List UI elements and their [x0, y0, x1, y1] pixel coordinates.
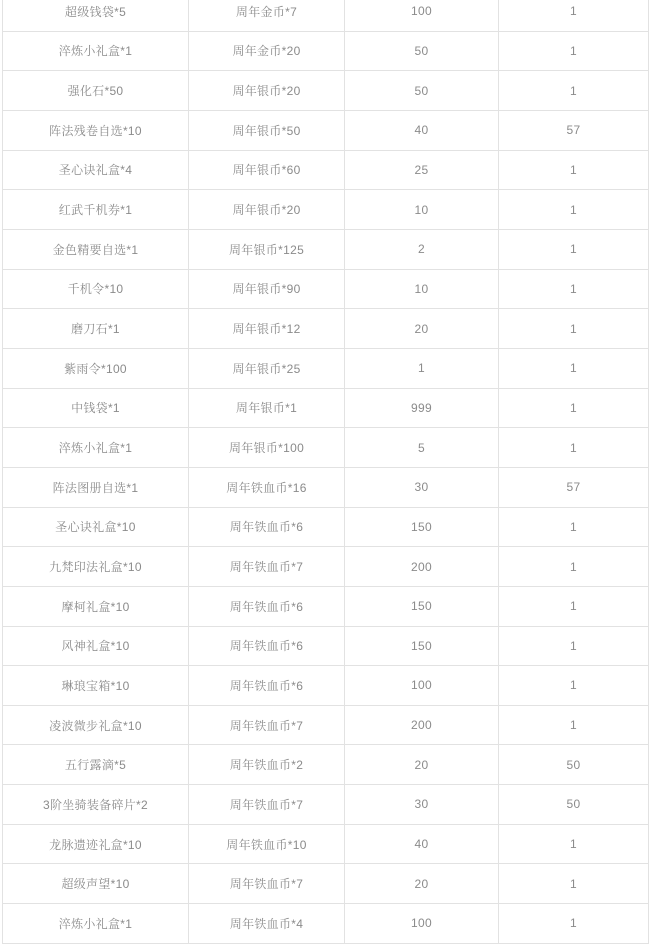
table-row [3, 71, 648, 111]
cost-currency-cell: 周年银币*20 [189, 190, 345, 229]
limit-cell: 1 [570, 281, 577, 296]
cost-currency-cell: 周年银币*125 [189, 230, 345, 269]
item-name-cell: 中钱袋*1 [3, 389, 189, 428]
table-row [3, 627, 648, 667]
cost-currency-cell: 周年金币*20 [189, 32, 345, 71]
quantity-cell: 20 [345, 745, 499, 784]
quantity-cell: 50 [345, 71, 499, 110]
limit-cell: 1 [570, 4, 577, 19]
item-name-cell: 金色精要自选*1 [3, 230, 189, 269]
cost-currency-cell: 周年铁血币*4 [189, 904, 345, 943]
item-name-cell: 强化石*50 [3, 71, 189, 110]
limit-cell: 57 [566, 123, 581, 138]
table-row [3, 309, 648, 349]
limit-cell: 1 [570, 361, 577, 376]
table-row [3, 547, 648, 587]
cost-currency-cell: 周年铁血币*6 [189, 587, 345, 626]
limit-cell: 1 [570, 559, 577, 574]
table-row [3, 32, 648, 72]
cost-currency-cell: 周年铁血币*7 [189, 706, 345, 745]
quantity-cell: 20 [345, 864, 499, 903]
limit-cell: 1 [570, 718, 577, 733]
item-name-cell: 红武千机券*1 [3, 190, 189, 229]
item-name-cell: 圣心诀礼盒*10 [3, 508, 189, 547]
item-name-cell: 风神礼盒*10 [3, 627, 189, 666]
quantity-cell: 150 [345, 508, 499, 547]
quantity-cell: 1 [345, 349, 499, 388]
limit-cell: 1 [570, 638, 577, 653]
limit-cell: 1 [570, 837, 577, 852]
quantity-cell: 30 [345, 468, 499, 507]
table-row [3, 468, 648, 508]
limit-cell: 1 [570, 440, 577, 455]
limit-cell: 1 [570, 242, 577, 257]
quantity-cell: 100 [345, 666, 499, 705]
cost-currency-cell: 周年铁血币*6 [189, 508, 345, 547]
quantity-cell: 999 [345, 389, 499, 428]
limit-cell: 1 [570, 916, 577, 931]
limit-cell: 1 [570, 162, 577, 177]
cost-currency-cell: 周年银币*100 [189, 428, 345, 467]
item-name-cell: 阵法图册自选*1 [3, 468, 189, 507]
limit-cell: 1 [570, 83, 577, 98]
table-row [3, 190, 648, 230]
table-row [3, 230, 648, 270]
limit-cell: 1 [570, 519, 577, 534]
quantity-cell: 50 [345, 32, 499, 71]
item-name-cell: 龙脉遗迹礼盒*10 [3, 825, 189, 864]
item-name-cell: 紫雨令*100 [3, 349, 189, 388]
cost-currency-cell: 周年铁血币*7 [189, 864, 345, 903]
limit-cell: 50 [566, 757, 581, 772]
table-row [3, 666, 648, 706]
table-row [3, 349, 648, 389]
item-name-cell: 超级钱袋*5 [3, 0, 189, 31]
quantity-cell: 25 [345, 151, 499, 190]
quantity-cell: 40 [345, 825, 499, 864]
table-row [3, 864, 648, 904]
cost-currency-cell: 周年铁血币*7 [189, 785, 345, 824]
item-name-cell: 琳琅宝箱*10 [3, 666, 189, 705]
quantity-cell: 30 [345, 785, 499, 824]
limit-cell: 1 [570, 202, 577, 217]
item-name-cell: 阵法残卷自选*10 [3, 111, 189, 150]
item-name-cell: 凌波微步礼盒*10 [3, 706, 189, 745]
limit-cell: 1 [570, 876, 577, 891]
exchange-rewards-table [2, 0, 649, 944]
limit-cell: 1 [570, 400, 577, 415]
item-name-cell: 淬炼小礼盒*1 [3, 904, 189, 943]
cost-currency-cell: 周年金币*7 [189, 0, 345, 31]
cost-currency-cell: 周年铁血币*10 [189, 825, 345, 864]
item-name-cell: 磨刀石*1 [3, 309, 189, 348]
quantity-cell: 5 [345, 428, 499, 467]
table-row [3, 389, 648, 429]
cost-currency-cell: 周年银币*1 [189, 389, 345, 428]
cost-currency-cell: 周年银币*60 [189, 151, 345, 190]
cost-currency-cell: 周年银币*90 [189, 270, 345, 309]
table-row [3, 111, 648, 151]
table-row [3, 151, 648, 191]
cost-currency-cell: 周年铁血币*16 [189, 468, 345, 507]
limit-cell: 50 [566, 797, 581, 812]
item-name-cell: 淬炼小礼盒*1 [3, 428, 189, 467]
table-row [3, 706, 648, 746]
limit-cell: 1 [570, 678, 577, 693]
item-name-cell: 千机令*10 [3, 270, 189, 309]
quantity-cell: 200 [345, 706, 499, 745]
cost-currency-cell: 周年铁血币*7 [189, 547, 345, 586]
item-name-cell: 淬炼小礼盒*1 [3, 32, 189, 71]
cost-currency-cell: 周年银币*25 [189, 349, 345, 388]
table-row [3, 745, 648, 785]
quantity-cell: 20 [345, 309, 499, 348]
table-row [3, 428, 648, 468]
limit-cell: 1 [570, 321, 577, 336]
cost-currency-cell: 周年银币*50 [189, 111, 345, 150]
cost-currency-cell: 周年铁血币*6 [189, 666, 345, 705]
item-name-cell: 圣心诀礼盒*4 [3, 151, 189, 190]
cost-currency-cell: 周年银币*20 [189, 71, 345, 110]
quantity-cell: 100 [345, 904, 499, 943]
cost-currency-cell: 周年铁血币*2 [189, 745, 345, 784]
table-row [3, 904, 648, 944]
quantity-cell: 10 [345, 270, 499, 309]
limit-cell: 1 [570, 43, 577, 58]
quantity-cell: 200 [345, 547, 499, 586]
quantity-cell: 150 [345, 627, 499, 666]
item-name-cell: 超级声望*10 [3, 864, 189, 903]
table-row [3, 587, 648, 627]
item-name-cell: 九梵印法礼盒*10 [3, 547, 189, 586]
limit-cell: 1 [570, 599, 577, 614]
cost-currency-cell: 周年银币*12 [189, 309, 345, 348]
quantity-cell: 40 [345, 111, 499, 150]
table-row [3, 270, 648, 310]
quantity-cell: 100 [345, 0, 499, 31]
cost-currency-cell: 周年铁血币*6 [189, 627, 345, 666]
quantity-cell: 150 [345, 587, 499, 626]
limit-cell: 57 [566, 480, 581, 495]
item-name-cell: 摩柯礼盒*10 [3, 587, 189, 626]
item-name-cell: 3阶坐骑装备碎片*2 [3, 785, 189, 824]
quantity-cell: 2 [345, 230, 499, 269]
item-name-cell: 五行露滴*5 [3, 745, 189, 784]
table-row [3, 508, 648, 548]
table-row [3, 0, 648, 32]
quantity-cell: 10 [345, 190, 499, 229]
table-row [3, 825, 648, 865]
table-row [3, 785, 648, 825]
